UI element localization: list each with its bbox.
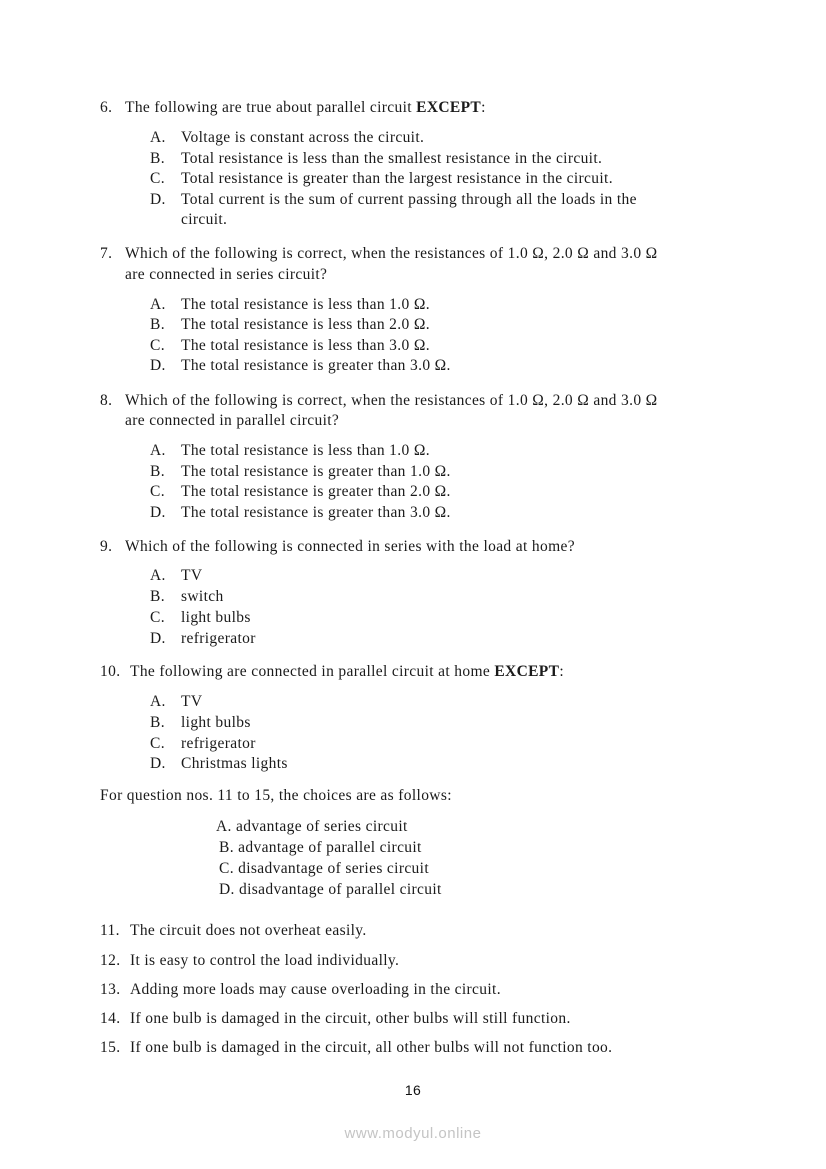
choice-item: A. advantage of series circuit — [216, 818, 408, 835]
statement-number: 13. — [100, 981, 121, 998]
page-number: 16 — [404, 1082, 422, 1098]
option-text: The total resistance is less than 2.0 Ω. — [181, 316, 430, 333]
option-letter: A. — [150, 693, 166, 710]
statement-text: Adding more loads may cause overloading in the circuit. — [130, 981, 501, 998]
question-text-part: The following are true about parallel circuit — [125, 99, 417, 116]
question-number: 8. — [100, 392, 113, 409]
question-text: are connected in parallel circuit? — [125, 412, 340, 429]
question-number: 9. — [100, 538, 113, 555]
option-text: Total resistance is less than the smallest resistance in the circuit. — [181, 150, 603, 167]
option-text: Total current is the sum of current passing through all the loads in the — [181, 191, 637, 208]
choice-item: B. advantage of parallel circuit — [219, 839, 422, 856]
question-text: Which of the following is correct, when the resistances of 1.0 Ω, 2.0 Ω and 3.0 Ω — [125, 245, 658, 262]
option-letter: D. — [150, 504, 166, 521]
emphasis-except: EXCEPT — [494, 663, 560, 680]
option-text: The total resistance is greater than 2.0 Ω. — [181, 483, 451, 500]
choice-item: D. disadvantage of parallel circuit — [219, 881, 442, 898]
question-text-part: : — [481, 99, 486, 116]
choices-intro: For question nos. 11 to 15, the choices are as follows: — [100, 787, 452, 804]
option-letter: C. — [150, 735, 165, 752]
option-text: TV — [181, 567, 203, 584]
statement-number: 15. — [100, 1039, 121, 1056]
option-letter: A. — [150, 296, 166, 313]
option-letter: B. — [150, 588, 165, 605]
question-text-part: The following are connected in parallel circuit at home — [130, 663, 495, 680]
statement-text: It is easy to control the load individually. — [130, 952, 400, 969]
option-text: switch — [181, 588, 224, 605]
option-letter: C. — [150, 170, 165, 187]
option-letter: D. — [150, 755, 166, 772]
statement-text: If one bulb is damaged in the circuit, all other bulbs will not function too. — [130, 1039, 613, 1056]
option-text: TV — [181, 693, 203, 710]
statement-text: The circuit does not overheat easily. — [130, 922, 367, 939]
emphasis-except: EXCEPT — [416, 99, 482, 116]
question-number: 6. — [100, 99, 113, 116]
question-number: 10. — [100, 663, 121, 680]
option-letter: B. — [150, 714, 165, 731]
option-text: Total resistance is greater than the largest resistance in the circuit. — [181, 170, 613, 187]
option-text: Voltage is constant across the circuit. — [181, 129, 425, 146]
option-text: refrigerator — [181, 735, 256, 752]
watermark: www.modyul.online — [344, 1125, 482, 1142]
option-letter: C. — [150, 609, 165, 626]
option-text: The total resistance is less than 1.0 Ω. — [181, 296, 430, 313]
choice-item: C. disadvantage of series circuit — [219, 860, 429, 877]
option-letter: B. — [150, 463, 165, 480]
question-number: 7. — [100, 245, 113, 262]
statement-number: 14. — [100, 1010, 121, 1027]
question-text — [125, 99, 486, 117]
question-text: are connected in series circuit? — [125, 266, 328, 283]
option-letter: C. — [150, 337, 165, 354]
option-letter: C. — [150, 483, 165, 500]
option-letter: D. — [150, 630, 166, 647]
option-letter: B. — [150, 316, 165, 333]
statement-text: If one bulb is damaged in the circuit, other bulbs will still function. — [130, 1010, 571, 1027]
option-letter: A. — [150, 442, 166, 459]
option-letter: D. — [150, 191, 166, 208]
option-text: The total resistance is less than 1.0 Ω. — [181, 442, 430, 459]
option-text: The total resistance is greater than 1.0 Ω. — [181, 463, 451, 480]
option-text: refrigerator — [181, 630, 256, 647]
question-text-part: : — [559, 663, 564, 680]
option-letter: A. — [150, 129, 166, 146]
option-text: light bulbs — [181, 714, 251, 731]
question-text — [130, 663, 564, 681]
question-text: Which of the following is connected in series with the load at home? — [125, 538, 575, 555]
question-text: Which of the following is correct, when the resistances of 1.0 Ω, 2.0 Ω and 3.0 Ω — [125, 392, 658, 409]
option-letter: B. — [150, 150, 165, 167]
option-text: The total resistance is greater than 3.0 Ω. — [181, 504, 451, 521]
option-text: Christmas lights — [181, 755, 288, 772]
option-letter: A. — [150, 567, 166, 584]
option-text: The total resistance is greater than 3.0 Ω. — [181, 357, 451, 374]
option-text: light bulbs — [181, 609, 251, 626]
statement-number: 11. — [100, 922, 120, 939]
statement-number: 12. — [100, 952, 121, 969]
option-text: circuit. — [181, 211, 228, 228]
option-text: The total resistance is less than 3.0 Ω. — [181, 337, 430, 354]
option-letter: D. — [150, 357, 166, 374]
